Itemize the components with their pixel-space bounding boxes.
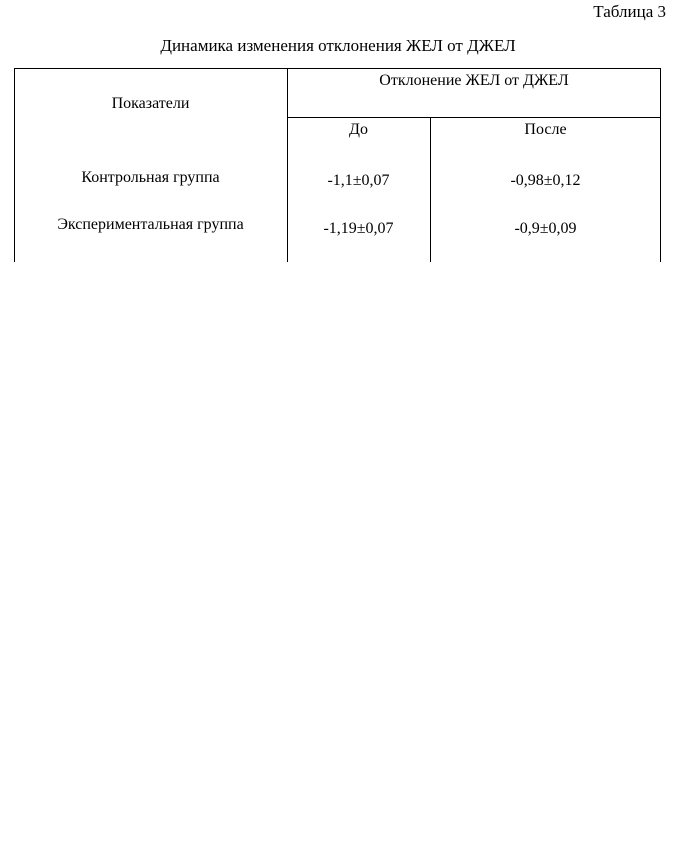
table-number: Таблица 3 <box>593 2 666 21</box>
table-top-border <box>14 68 661 69</box>
data-table <box>14 68 661 262</box>
table-title: Динамика изменения отклонения ЖЕЛ от ДЖЕЛ <box>160 36 516 55</box>
header-deviation: Отклонение ЖЕЛ от ДЖЕЛ <box>379 72 569 89</box>
row-label: Контрольная группа <box>81 169 220 186</box>
row-value-before: -1,1±0,07 <box>327 172 390 189</box>
row-label: Экспериментальная группа <box>57 216 244 233</box>
header-after: После <box>524 121 567 138</box>
header-divider <box>287 117 661 118</box>
header-indicators: Показатели <box>111 95 190 112</box>
row-value-after: -0,98±0,12 <box>510 172 581 189</box>
row-value-before: -1,19±0,07 <box>323 220 394 237</box>
row-value-after: -0,9±0,09 <box>514 220 577 237</box>
header-before: До <box>349 121 368 138</box>
